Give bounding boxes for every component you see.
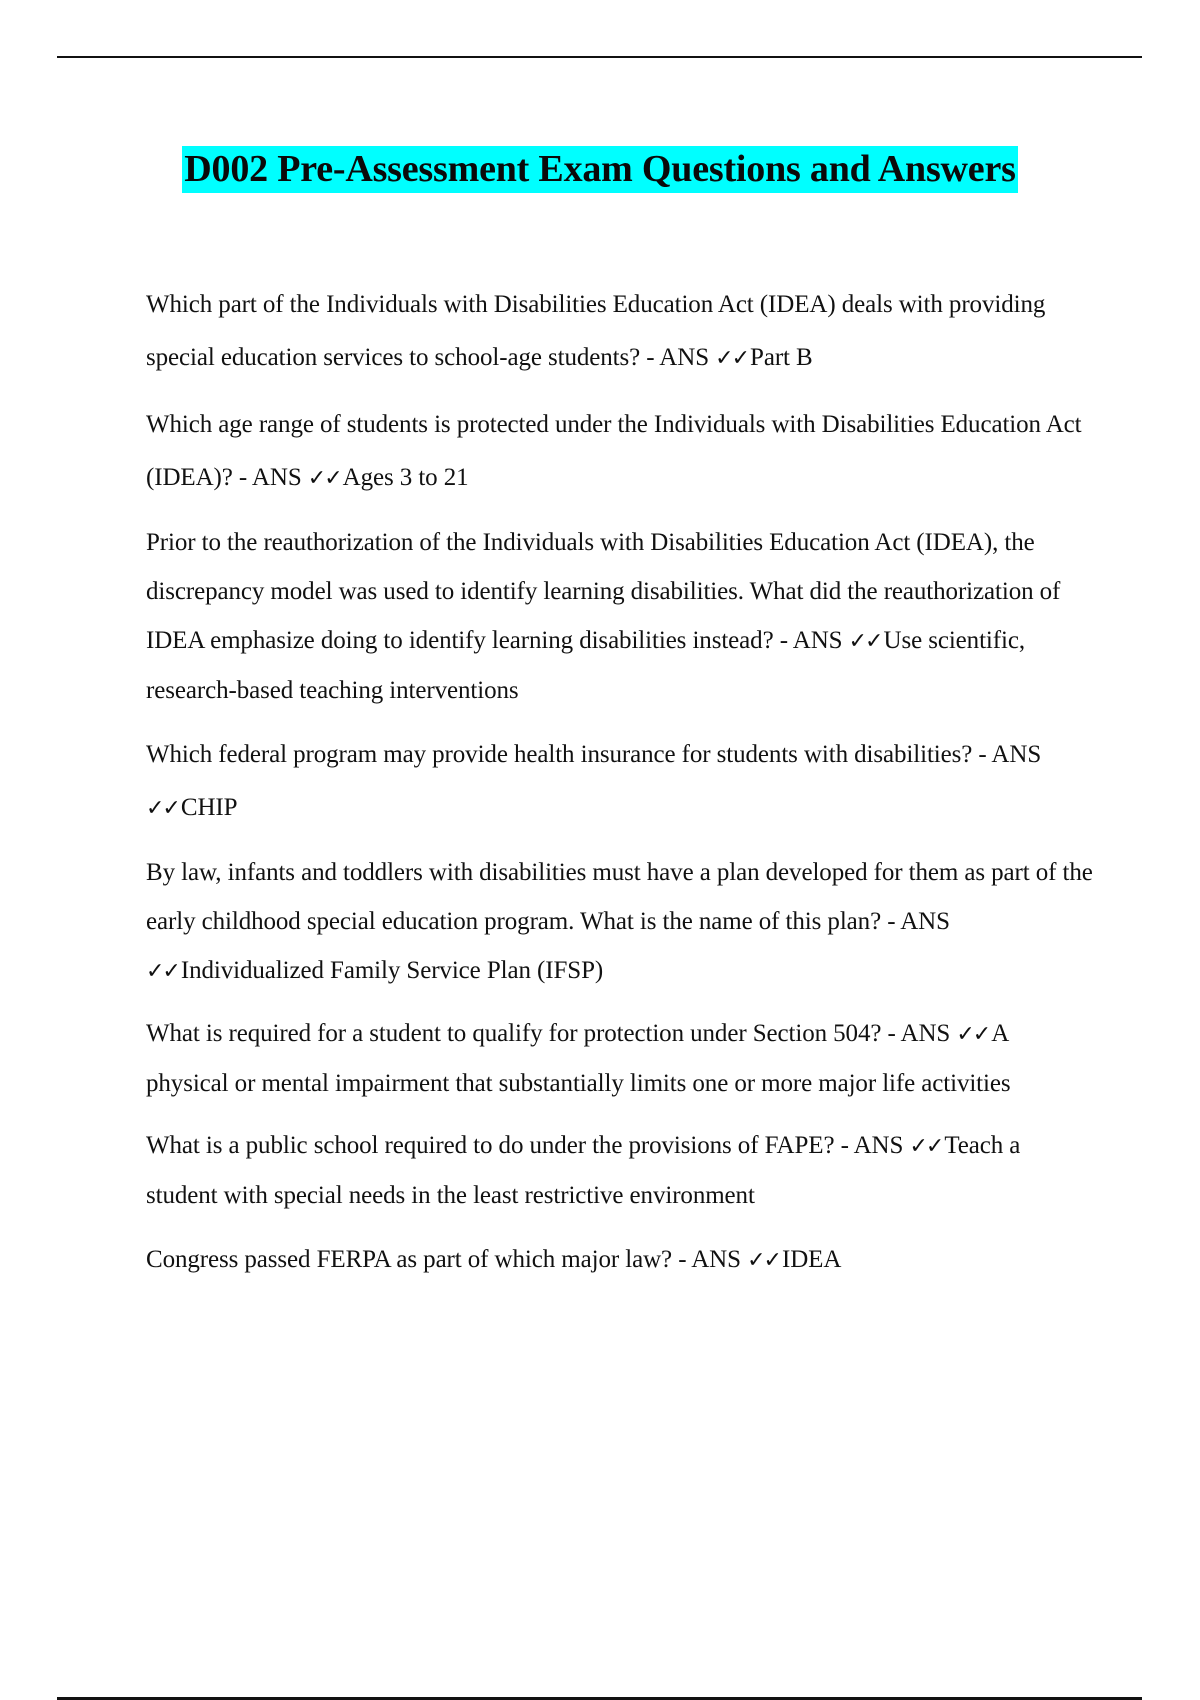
answer-marker: ANS [691,1246,741,1273]
answer-marker: ANS [792,627,843,654]
qa-item [146,1121,1096,1220]
double-check-icon: ✓✓ [909,1134,943,1159]
answer-marker: ANS [853,1132,904,1159]
qa-item [146,1009,1096,1108]
question-text: What is required for a student to qualify for protection under Section 504? - [146,1020,901,1047]
answer-text: A physical or mental impairment that substantially limits one or more major life activities [146,1020,1011,1097]
qa-item [146,848,1096,996]
double-check-icon: ✓✓ [307,466,341,491]
question-text: What is a public school required to do under the provisions of FAPE? - [146,1132,854,1159]
double-check-icon: ✓✓ [146,796,179,821]
title-container [0,146,1200,193]
qa-item [146,398,1096,505]
qa-item [146,278,1096,385]
question-text: Prior to the reauthorization of the Individuals with Disabilities Education Act (IDEA), the discrepancy model was used to identify learning disabilities. What did the reauthorization of IDEA emphasize doing to identify learning disabilities instead? - [146,529,1061,654]
answer-marker: ANS [991,741,1042,768]
question-text: Congress passed FERPA as part of which major law? - [146,1246,692,1273]
double-check-icon: ✓✓ [747,1248,780,1273]
answer-marker: ANS [900,1020,951,1047]
answer-text: Teach a student with special needs in the least restrictive environment [146,1132,1021,1209]
answer-text: Ages 3 to 21 [342,464,469,491]
question-text: By law, infants and toddlers with disabilities must have a plan developed for them as part of the early childhood special education program. What is the name of this plan? - [146,859,1093,935]
answer-text: CHIP [180,794,238,821]
answer-text: Use scientific, research-based teaching interventions [146,627,1025,704]
answer-marker: ANS [251,464,302,491]
double-check-icon: ✓✓ [848,629,882,654]
answer-text: Individualized Family Service Plan (IFSP) [180,957,604,984]
answer-marker: ANS [900,908,950,935]
qa-item [146,1233,1096,1287]
qa-list [146,278,1096,1300]
double-check-icon: ✓✓ [146,959,179,984]
top-rule [57,56,1142,58]
page-title: D002 Pre-Assessment Exam Questions and Answers [182,146,1017,193]
answer-text: IDEA [781,1246,842,1273]
qa-item [146,728,1096,835]
double-check-icon: ✓✓ [715,346,749,371]
qa-item [146,518,1096,715]
answer-marker: ANS [659,344,709,371]
question-text: Which federal program may provide health insurance for students with disabilities? - [146,741,992,768]
double-check-icon: ✓✓ [956,1022,990,1047]
answer-text: Part B [750,344,813,371]
question-text: Which age range of students is protected under the Individuals with Disabilities Education Act (IDEA)? - [146,411,1082,491]
question-text: Which part of the Individuals with Disabilities Education Act (IDEA) deals with providing special education services to school-age students? - [146,291,1046,371]
